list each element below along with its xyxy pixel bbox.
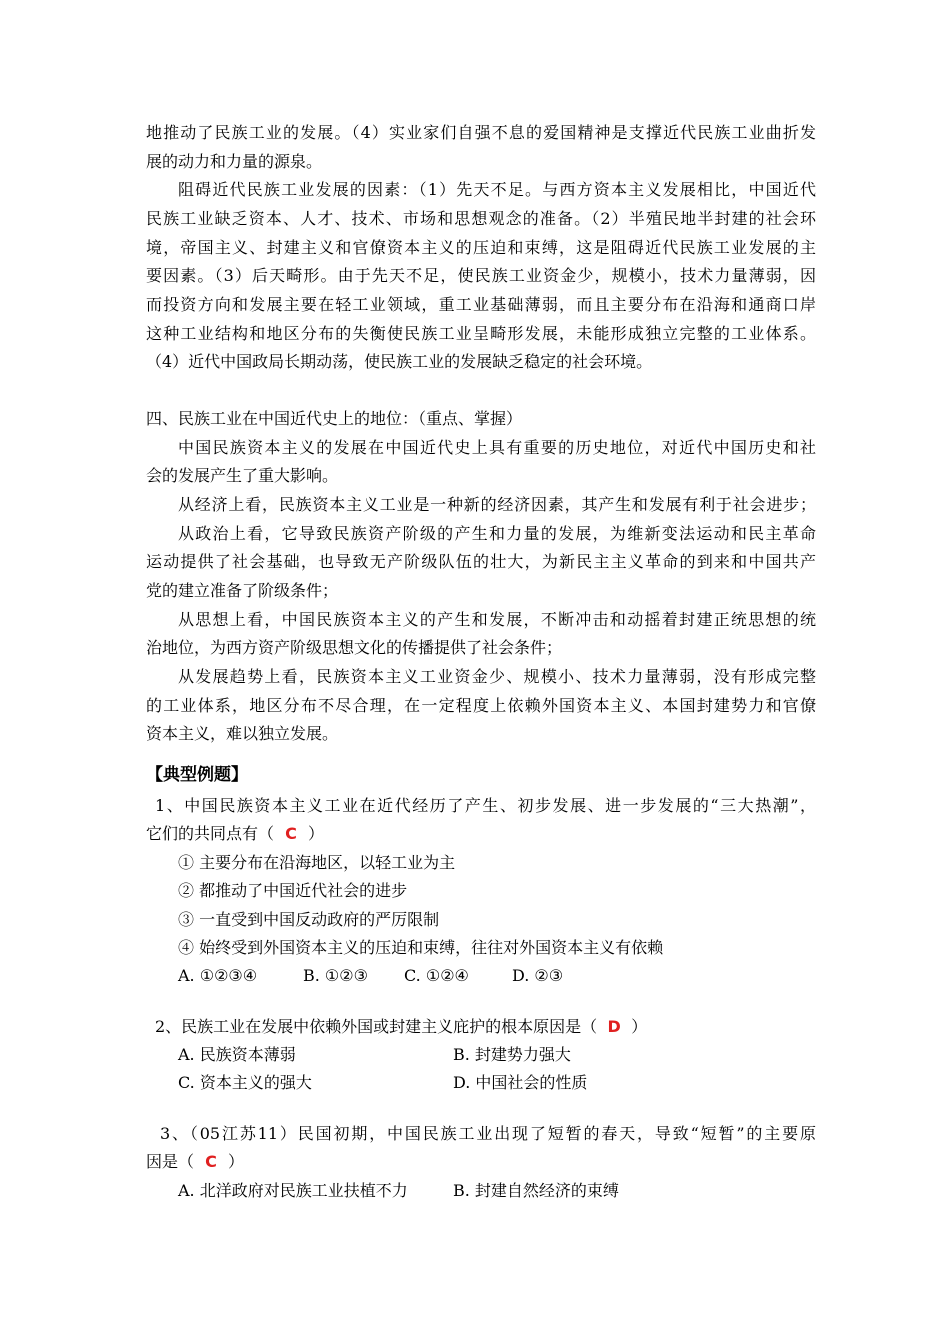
paragraph-line: 从思想上看，中国民族资本主义的产生和发展，不断冲击和动摇着封建正统思想的统 (178, 610, 816, 629)
paragraph-line: 展的动力和力量的源泉。 (146, 152, 323, 171)
paragraph-line: 从政治上看，它导致民族资产阶级的产生和力量的发展，为维新变法运动和民主革命 (178, 524, 816, 543)
question-3-stem: 3、（05江苏11）民国初期，中国民族工业出现了短暂的春天，导致“短暂”的主要原 (160, 1124, 816, 1143)
question-1-option-b: B. ①②③ (303, 966, 368, 985)
examples-heading: 【典型例题】 (146, 765, 248, 785)
paragraph-line: 党的建立准备了阶级条件； (146, 581, 339, 600)
question-1-option-d: D. ②③ (512, 966, 564, 985)
question-2-option-a: A. 民族资本薄弱 (178, 1045, 296, 1064)
paragraph-line: 治地位，为西方资产阶级思想文化的传播提供了社会条件； (146, 638, 563, 657)
question-1-answer: C (285, 824, 297, 843)
question-2-paren: ） (631, 1017, 648, 1036)
question-1-stem-text: 它们的共同点有（ (146, 824, 275, 843)
question-1-item: ② 都推动了中国近代社会的进步 (178, 881, 408, 900)
paragraph-line: 会的发展产生了重大影响。 (146, 466, 339, 485)
paragraph-line: 从发展趋势上看，民族资本主义工业资金少、规模小、技术力量薄弱，没有形成完整 (178, 667, 816, 686)
paragraph-line: 运动提供了社会基础，也导致无产阶级队伍的壮大，为新民主主义革命的到来和中国共产 (146, 552, 816, 571)
paragraph-line: 从经济上看，民族资本主义工业是一种新的经济因素，其产生和发展有利于社会进步； (178, 495, 816, 514)
paragraph-line: 而投资方向和发展主要在轻工业领域，重工业基础薄弱，而且主要分布在沿海和通商口岸 (146, 295, 816, 314)
section-title: 四、民族工业在中国近代史上的地位：（重点、掌握） (146, 409, 523, 428)
question-3-stem-cont (146, 1152, 244, 1172)
question-3-option-b: B. 封建自然经济的束缚 (453, 1181, 619, 1200)
question-2-stem (155, 1017, 647, 1037)
paragraph-line: 民族工业缺乏资本、人才、技术、市场和思想观念的准备。（2）半殖民地半封建的社会环 (146, 209, 816, 228)
paragraph-line: 的工业体系，地区分布不尽合理，在一定程度上依赖外国资本主义、本国封建势力和官僚 (146, 696, 816, 715)
question-2-option-d: D. 中国社会的性质 (453, 1073, 588, 1092)
question-1-item: ① 主要分布在沿海地区，以轻工业为主 (178, 853, 456, 872)
question-2-option-c: C. 资本主义的强大 (178, 1073, 312, 1092)
question-1-stem-cont (146, 824, 324, 844)
paragraph-line: 境，帝国主义、封建主义和官僚资本主义的压迫和束缚，这是阻碍近代民族工业发展的主 (146, 238, 816, 257)
paragraph-line: 中国民族资本主义的发展在中国近代史上具有重要的历史地位，对近代中国历史和社 (178, 438, 816, 457)
question-2-option-b: B. 封建势力强大 (453, 1045, 571, 1064)
question-2-stem-text: 2、民族工业在发展中依赖外国或封建主义庇护的根本原因是（ (155, 1017, 598, 1036)
question-3-answer: C (205, 1152, 217, 1171)
question-1-option-a: A. ①②③④ (178, 966, 258, 985)
paragraph-line: 地推动了民族工业的发展。（4）实业家们自强不息的爱国精神是支撑近代民族工业曲折发 (146, 123, 816, 142)
question-1-option-c: C. ①②④ (404, 966, 469, 985)
paragraph-line: 这种工业结构和地区分布的失衡使民族工业呈畸形发展，未能形成独立完整的工业体系。 (146, 324, 816, 343)
question-3-stem-text: 因是（ (146, 1152, 195, 1171)
question-3-paren: ） (228, 1152, 245, 1171)
question-1-item: ③ 一直受到中国反动政府的严厉限制 (178, 910, 440, 929)
paragraph-line: （4）近代中国政局长期动荡，使民族工业的发展缺乏稳定的社会环境。 (146, 352, 653, 371)
paragraph-line: 要因素。（3）后天畸形。由于先天不足，使民族工业资金少，规模小，技术力量薄弱，因 (146, 266, 816, 285)
question-3-option-a: A. 北洋政府对民族工业扶植不力 (178, 1181, 408, 1200)
question-2-answer: D (607, 1017, 621, 1036)
question-1-paren: ） (308, 824, 325, 843)
question-1-stem: 1、中国民族资本主义工业在近代经历了产生、初步发展、进一步发展的“三大热潮”， (155, 796, 816, 815)
paragraph-line: 资本主义，难以独立发展。 (146, 724, 339, 743)
paragraph-line: 阻碍近代民族工业发展的因素：（1）先天不足。与西方资本主义发展相比，中国近代 (178, 180, 816, 199)
question-1-item: ④ 始终受到外国资本主义的压迫和束缚，往往对外国资本主义有依赖 (178, 938, 664, 957)
